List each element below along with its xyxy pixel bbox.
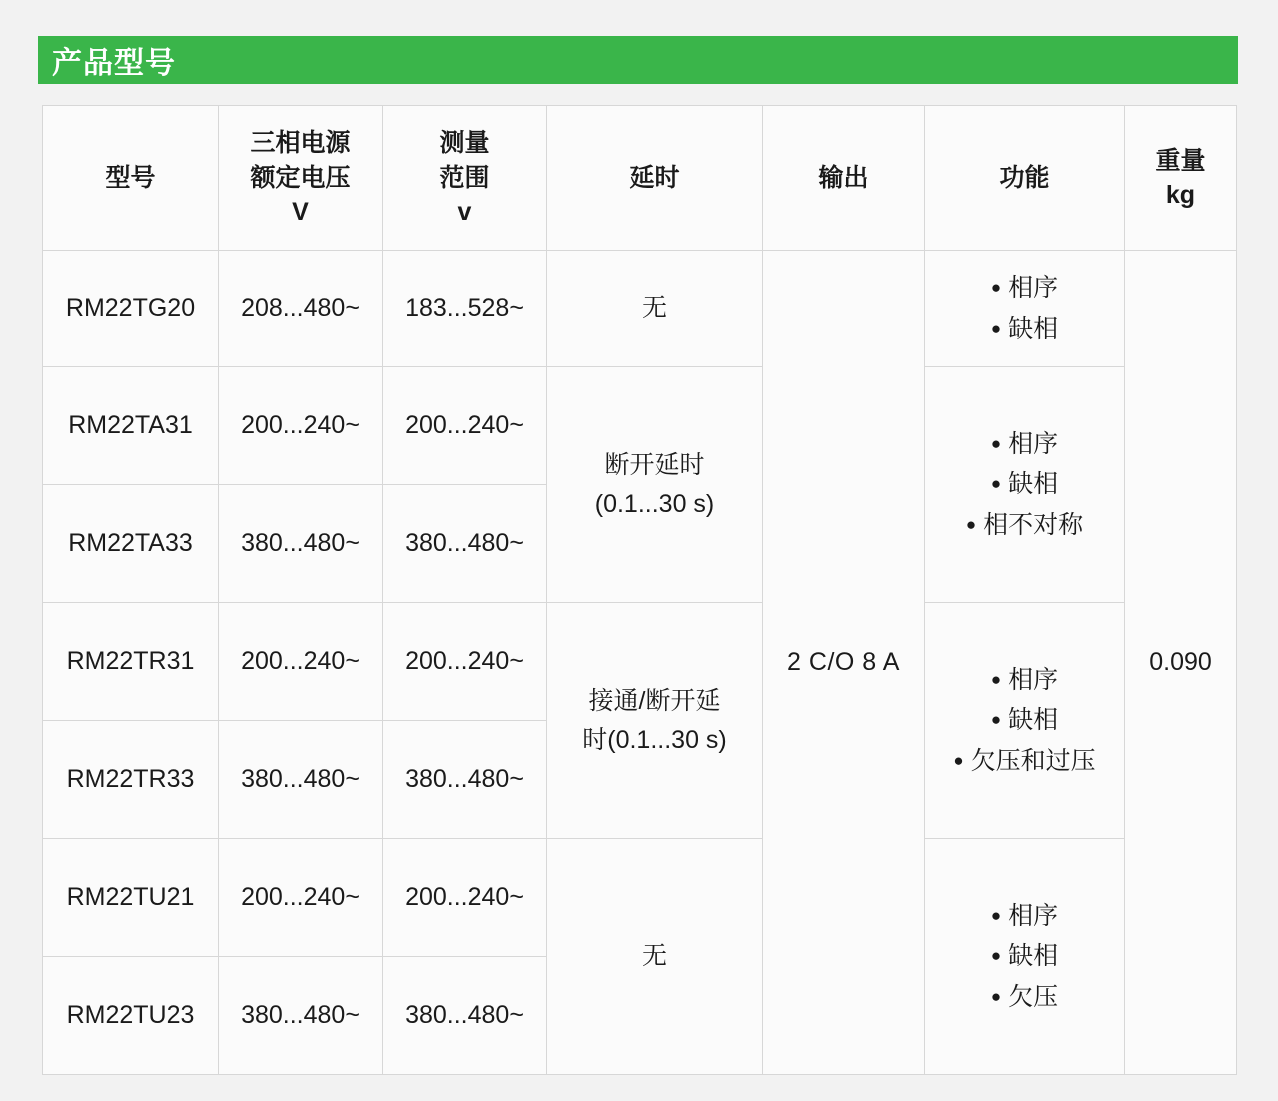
cell-voltage: 200...240~ (219, 603, 383, 721)
cell-range: 200...240~ (383, 839, 547, 957)
column-header-function: 功能 (925, 106, 1125, 251)
bullet-icon: ● (990, 278, 1002, 297)
cell-model: RM22TG20 (43, 251, 219, 367)
column-header-weight: 重量 kg (1125, 106, 1237, 251)
cell-voltage: 200...240~ (219, 839, 383, 957)
column-header-delay: 延时 (547, 106, 763, 251)
bullet-icon: ● (990, 986, 1002, 1006)
cell-range: 380...480~ (383, 485, 547, 603)
cell-function: ● 相序 ● 缺相 ● 欠压 (925, 839, 1125, 1075)
cell-delay: 无 (547, 839, 763, 1075)
cell-delay: 无 (547, 251, 763, 367)
bullet-icon: ● (990, 669, 1002, 689)
bullet-icon: ● (990, 905, 1002, 925)
cell-delay: 断开延时 (0.1...30 s) (547, 367, 763, 603)
table-body (43, 251, 1237, 1075)
cell-function: ● 相序 ● 缺相 (925, 251, 1125, 367)
cell-model: RM22TA33 (43, 485, 219, 603)
column-header-voltage: 三相电源 额定电压 V (219, 106, 383, 251)
section-title-bar (38, 36, 1238, 84)
product-model-table (42, 105, 1237, 1075)
bullet-icon: ● (990, 318, 1002, 338)
cell-model: RM22TU21 (43, 839, 219, 957)
cell-range: 380...480~ (383, 957, 547, 1075)
cell-voltage: 380...480~ (219, 721, 383, 839)
cell-range: 183...528~ (383, 251, 547, 367)
table-row (43, 367, 1237, 485)
table-row (43, 603, 1237, 721)
cell-model: RM22TA31 (43, 367, 219, 485)
table-row (43, 839, 1237, 957)
bullet-icon: ● (953, 750, 964, 770)
cell-range: 380...480~ (383, 721, 547, 839)
cell-voltage: 380...480~ (219, 957, 383, 1075)
bullet-icon: ● (965, 514, 977, 534)
cell-model: RM22TU23 (43, 957, 219, 1075)
cell-model: RM22TR33 (43, 721, 219, 839)
cell-function: ● 相序 ● 缺相 ● 欠压和过压 (925, 603, 1125, 839)
cell-range: 200...240~ (383, 603, 547, 721)
cell-output: 2 C/O 8 A (763, 251, 925, 1075)
cell-function: ● 相序 ● 缺相 ● 相不对称 (925, 367, 1125, 603)
table-header (43, 106, 1237, 251)
column-header-model: 型号 (43, 106, 219, 251)
page-title: 产品型号 (52, 47, 176, 80)
column-header-range: 测量 范围 v (383, 106, 547, 251)
cell-voltage: 208...480~ (219, 251, 383, 367)
cell-range: 200...240~ (383, 367, 547, 485)
bullet-icon: ● (990, 946, 1002, 966)
cell-weight: 0.090 (1125, 251, 1237, 1075)
bullet-icon: ● (990, 710, 1002, 730)
column-header-output: 输出 (763, 106, 925, 251)
table-row (43, 251, 1237, 367)
cell-voltage: 380...480~ (219, 485, 383, 603)
table-header-row (43, 106, 1237, 251)
bullet-icon: ● (990, 474, 1002, 494)
bullet-icon: ● (990, 433, 1002, 453)
cell-voltage: 200...240~ (219, 367, 383, 485)
cell-delay: 接通/断开延 时(0.1...30 s) (547, 603, 763, 839)
cell-model: RM22TR31 (43, 603, 219, 721)
